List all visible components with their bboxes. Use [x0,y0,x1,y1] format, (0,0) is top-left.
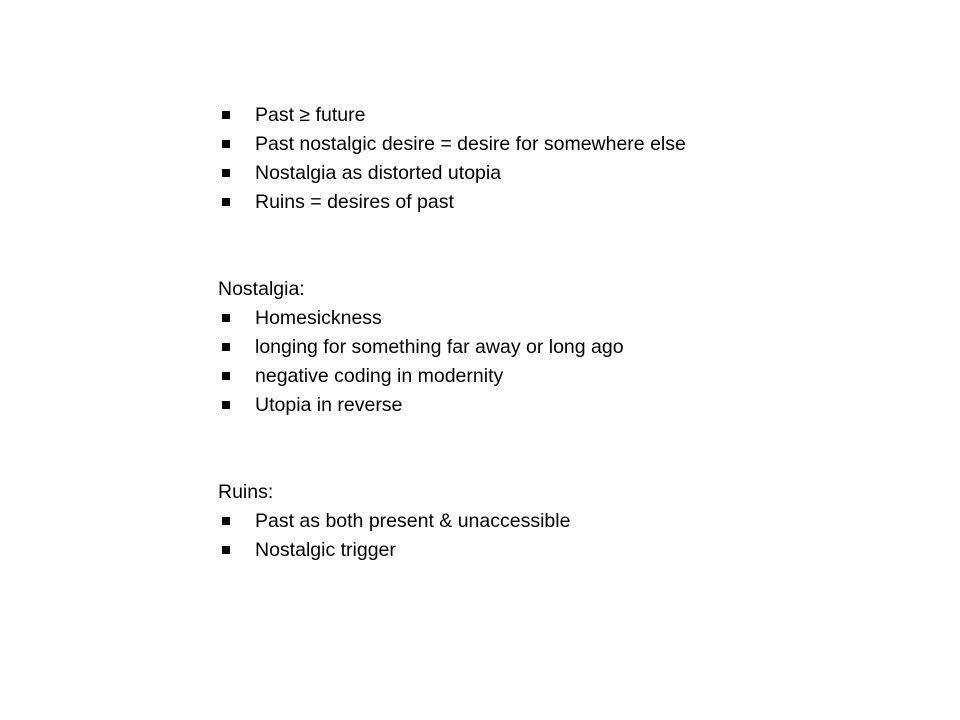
list-item [218,391,918,420]
list-item [218,536,918,565]
list-item-text: Past ≥ future [255,104,366,126]
square-bullet-icon [222,372,230,380]
list-item [218,159,918,188]
list-item-text: Nostalgia as distorted utopia [255,162,502,184]
square-bullet-icon [222,517,230,525]
list-item-text: longing for something far away or long ago [255,336,624,358]
list-item [218,333,918,362]
square-bullet-icon [222,169,230,177]
list-item-text: Homesickness [255,307,382,329]
list-item-text: Nostalgic trigger [255,539,396,561]
list-item [218,362,918,391]
list-item-text: Past as both present & unaccessible [255,510,571,532]
list-item-text: negative coding in modernity [255,365,504,387]
list-item [218,304,918,333]
list-item-text: Ruins = desires of past [255,191,454,213]
square-bullet-icon [222,111,230,119]
square-bullet-icon [222,401,230,409]
list-item [218,130,918,159]
list-item-text: Utopia in reverse [255,394,403,416]
square-bullet-icon [222,314,230,322]
section-heading-nostalgia: Nostalgia: [218,278,305,300]
list-item [218,188,918,217]
ruins-section [218,478,918,565]
list-item-text: Past nostalgic desire = desire for somewhere else [255,133,686,155]
bullet-list-overview [218,101,918,217]
square-bullet-icon [222,343,230,351]
nostalgia-section [218,275,918,420]
square-bullet-icon [222,546,230,554]
section-heading-ruins: Ruins: [218,481,274,503]
list-item [218,101,918,130]
square-bullet-icon [222,140,230,148]
list-item [218,507,918,536]
square-bullet-icon [222,198,230,206]
